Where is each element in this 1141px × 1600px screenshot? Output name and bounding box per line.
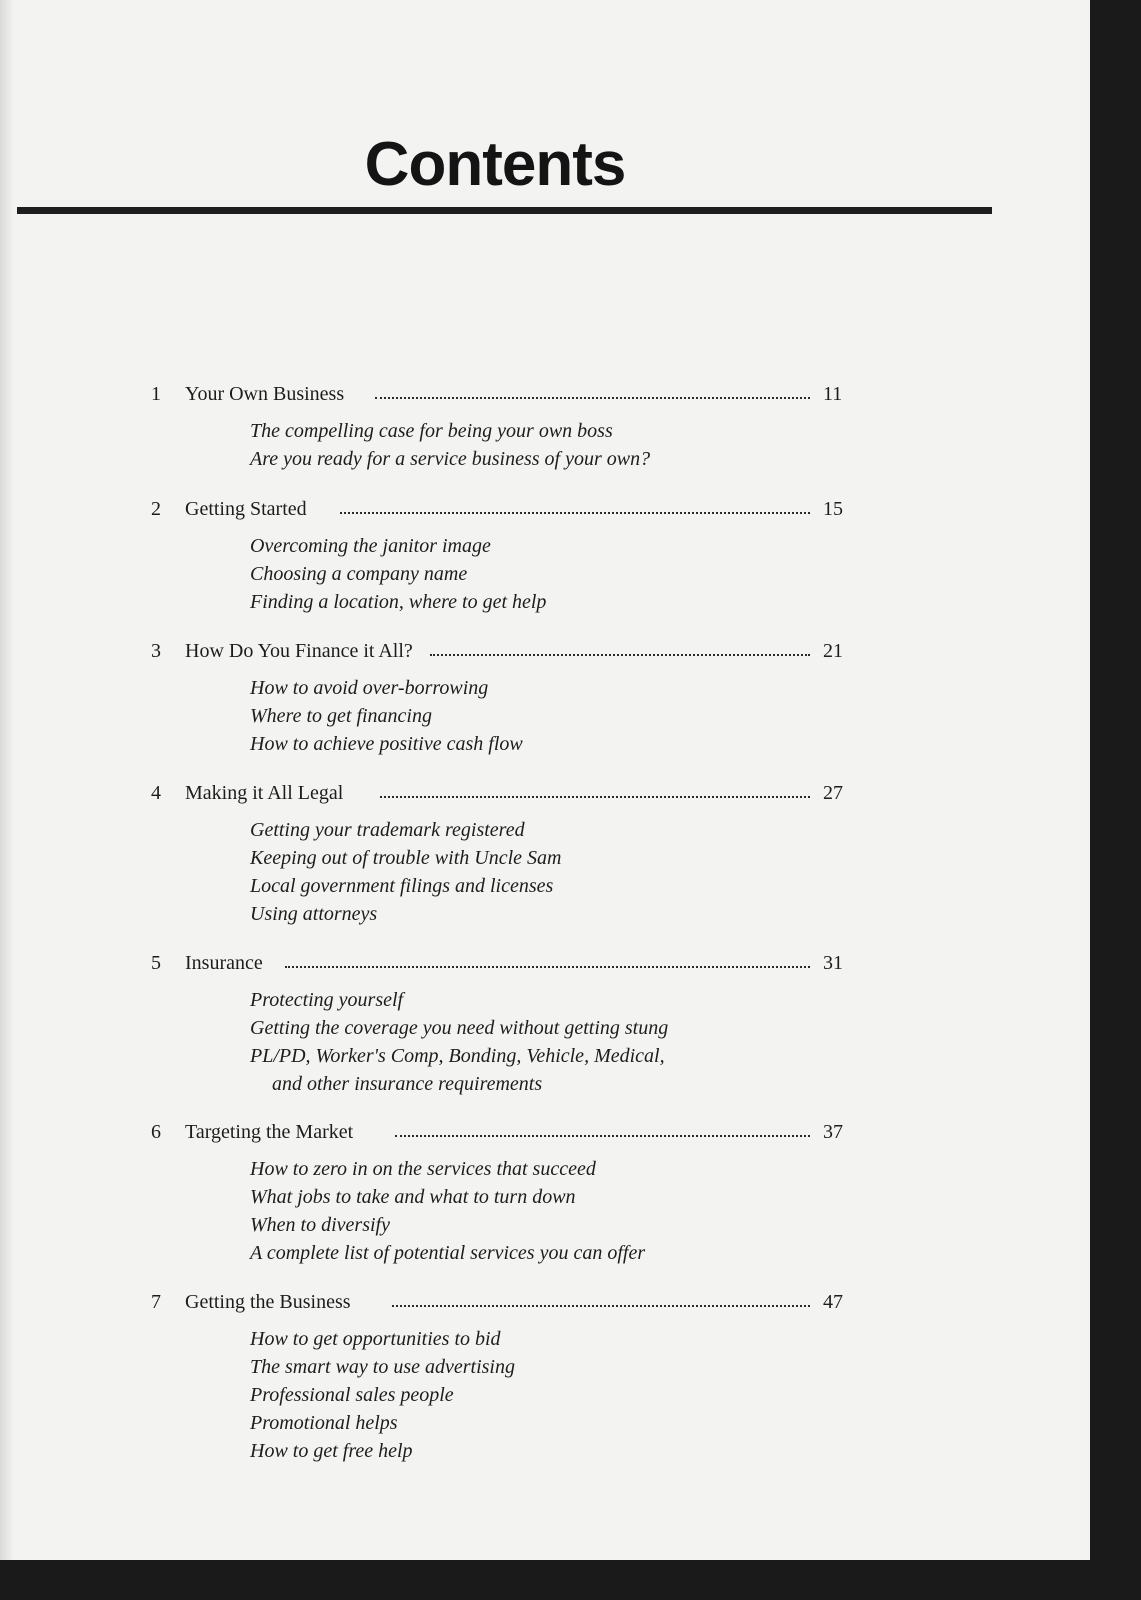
chapter-number: 2: [151, 498, 161, 520]
toc-chapter-6: [0, 1121, 1090, 1267]
chapter-number: 7: [151, 1291, 161, 1313]
chapter-number: 6: [151, 1121, 161, 1143]
subtopic: How to zero in on the services that succeed: [250, 1158, 596, 1180]
chapter-title: Getting Started: [185, 498, 307, 520]
chapter-title: Making it All Legal: [185, 782, 344, 804]
toc-entry[interactable]: [0, 1121, 1090, 1151]
toc-entry[interactable]: [0, 782, 1090, 812]
toc-entry[interactable]: [0, 383, 1090, 413]
dot-leader: [395, 1131, 810, 1137]
dot-leader: [380, 792, 810, 798]
chapter-page: 21: [823, 640, 843, 662]
subtopic-list: [0, 1321, 1090, 1465]
chapter-number: 4: [151, 782, 161, 804]
subtopic: Getting the coverage you need without getting stung: [250, 1017, 669, 1039]
chapter-title: Targeting the Market: [185, 1121, 354, 1143]
dot-leader: [392, 1301, 810, 1307]
toc-chapter-2: [0, 498, 1090, 616]
subtopic: Professional sales people: [250, 1384, 454, 1406]
subtopic: Finding a location, where to get help: [250, 591, 547, 613]
toc-chapter-5: [0, 952, 1090, 1098]
dot-leader: [285, 962, 810, 968]
chapter-page: 31: [823, 952, 843, 974]
chapter-number: 3: [151, 640, 161, 662]
chapter-page: 37: [823, 1121, 843, 1143]
subtopic: When to diversify: [250, 1214, 390, 1236]
subtopic: Overcoming the janitor image: [250, 535, 491, 557]
subtopic: The smart way to use advertising: [250, 1356, 515, 1378]
subtopic: A complete list of potential services you can offer: [250, 1242, 646, 1264]
toc-chapter-7: [0, 1291, 1090, 1465]
toc-entry[interactable]: [0, 952, 1090, 982]
dot-leader: [340, 508, 810, 514]
subtopic: How to achieve positive cash flow: [250, 733, 523, 755]
chapter-title: How Do You Finance it All?: [185, 640, 413, 662]
chapter-page: 15: [823, 498, 843, 520]
subtopic: Are you ready for a service business of your own?: [250, 448, 651, 470]
toc-entry[interactable]: [0, 498, 1090, 528]
subtopic: How to avoid over-borrowing: [250, 677, 489, 699]
subtopic: PL/PD, Worker's Comp, Bonding, Vehicle, Medical,: [250, 1045, 665, 1067]
toc-chapter-1: [0, 383, 1090, 473]
chapter-page: 11: [823, 383, 843, 405]
toc-entry[interactable]: [0, 640, 1090, 670]
subtopic: Protecting yourself: [250, 989, 404, 1011]
subtopic-list: [0, 413, 1090, 473]
subtopic-continuation: and other insurance requirements: [272, 1073, 543, 1095]
subtopic: How to get free help: [250, 1440, 413, 1462]
subtopic: Getting your trademark registered: [250, 819, 525, 841]
toc-chapter-4: [0, 782, 1090, 928]
subtopic: Using attorneys: [250, 903, 378, 925]
subtopic: Promotional helps: [250, 1412, 398, 1434]
chapter-number: 1: [151, 383, 161, 405]
subtopic-list: [0, 1151, 1090, 1267]
chapter-title: Your Own Business: [185, 383, 345, 405]
subtopic-list: [0, 670, 1090, 758]
chapter-title: Insurance: [185, 952, 263, 974]
toc-chapter-3: [0, 640, 1090, 758]
subtopic: Keeping out of trouble with Uncle Sam: [250, 847, 562, 869]
dot-leader: [375, 393, 810, 399]
chapter-title: Getting the Business: [185, 1291, 351, 1313]
title-rule: [17, 207, 992, 214]
dot-leader: [430, 650, 810, 656]
subtopic: Choosing a company name: [250, 563, 468, 585]
subtopic-list: [0, 812, 1090, 928]
subtopic-list: [0, 528, 1090, 616]
subtopic-list: [0, 982, 1090, 1098]
chapter-page: 27: [823, 782, 843, 804]
page-title: Contents: [364, 130, 626, 199]
subtopic: The compelling case for being your own boss: [250, 420, 613, 442]
subtopic: Where to get financing: [250, 705, 432, 727]
toc-entry[interactable]: [0, 1291, 1090, 1321]
chapter-page: 47: [823, 1291, 843, 1313]
subtopic: Local government filings and licenses: [250, 875, 554, 897]
chapter-number: 5: [151, 952, 161, 974]
subtopic: What jobs to take and what to turn down: [250, 1186, 576, 1208]
subtopic: How to get opportunities to bid: [250, 1328, 501, 1350]
